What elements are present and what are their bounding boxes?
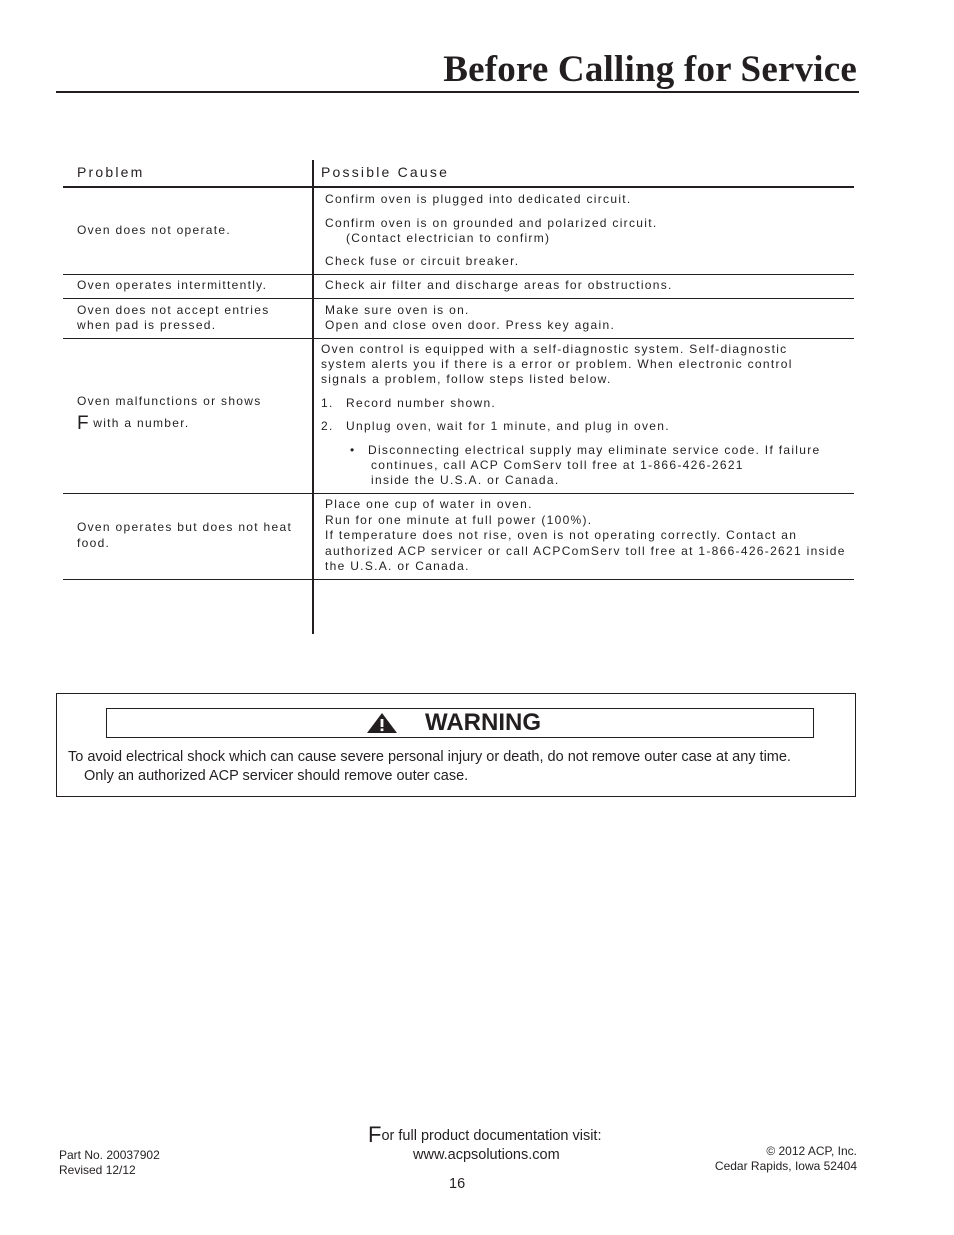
documentation-note-initial: F [368,1122,382,1147]
warning-text: Only an authorized ACP servicer should remove outer case. [84,768,469,784]
page-title: Before Calling for Service [443,49,857,90]
cause-text: signals a problem, follow steps listed below. [321,372,612,386]
row-divider [63,274,854,275]
revision-date: Revised 12/12 [59,1163,136,1177]
warning-triangle-icon [366,712,398,734]
company-address: Cedar Rapids, Iowa 52404 [714,1159,857,1173]
website-link[interactable]: www.acpsolutions.com [413,1147,560,1163]
row-divider [63,579,854,580]
bullet: • [350,443,356,457]
step-number: 1. [321,396,334,410]
step-text: Record number shown. [346,396,497,410]
cause-text: system alerts you if there is a error or problem. When electronic control [321,357,793,371]
cause-text: (Contact electrician to confirm) [346,231,551,245]
cause-text: If temperature does not rise, oven is not operating correctly. Contact an [325,528,798,542]
cause-text: authorized ACP servicer or call ACPComServ toll free at 1-866-426-2621 inside [325,544,846,558]
problem-text: Oven does not accept entries [77,303,270,317]
warning-text: To avoid electrical shock which can cause severe personal injury or death, do not remove outer case at any time. [68,749,791,765]
row-divider [63,493,854,494]
cause-text: Confirm oven is on grounded and polarized circuit. [325,216,658,230]
cause-text: Place one cup of water in oven. [325,497,533,511]
cause-text: Open and close oven door. Press key again. [325,318,616,332]
cause-text: Confirm oven is plugged into dedicated circuit. [325,192,632,206]
problem-text: Oven does not operate. [77,223,232,237]
column-divider [312,160,314,634]
copyright: © 2012 ACP, Inc. [766,1144,857,1158]
column-header-cause: Possible Cause [321,164,450,180]
cause-text: Check air filter and discharge areas for obstructions. [325,278,673,292]
documentation-note-rest: or full product documentation visit: [381,1128,602,1144]
step-number: 2. [321,419,334,433]
warning-title: WARNING [425,709,541,736]
column-header-problem: Problem [77,164,145,180]
problem-text-rest: with a number. [88,416,190,430]
step-text: Unplug oven, wait for 1 minute, and plug in oven. [346,419,670,433]
part-number: Part No. 20037902 [59,1148,160,1162]
cause-text: Make sure oven is on. [325,303,470,317]
page-number: 16 [449,1176,466,1192]
header-rule [63,186,854,188]
row-divider [63,338,854,339]
documentation-note [368,1122,602,1147]
problem-text: Oven malfunctions or shows [77,394,262,408]
cause-text: Check fuse or circuit breaker. [325,254,520,268]
cause-text: Oven control is equipped with a self-diagnostic system. Self-diagnostic [321,342,788,356]
cause-text: the U.S.A. or Canada. [325,559,470,573]
bullet-text: Disconnecting electrical supply may eliminate service code. If failure [368,443,821,457]
problem-text: food. [77,536,111,550]
problem-text: Oven operates but does not heat [77,520,293,534]
cause-text: Run for one minute at full power (100%). [325,513,593,527]
error-code-letter: F [77,413,89,434]
row-divider [63,298,854,299]
problem-text: when pad is pressed. [77,318,217,332]
bullet-text: inside the U.S.A. or Canada. [371,473,560,487]
bullet-text: continues, call ACP ComServ toll free at 1-866-426-2621 [371,458,744,472]
problem-text [77,413,190,434]
problem-text: Oven operates intermittently. [77,278,268,292]
